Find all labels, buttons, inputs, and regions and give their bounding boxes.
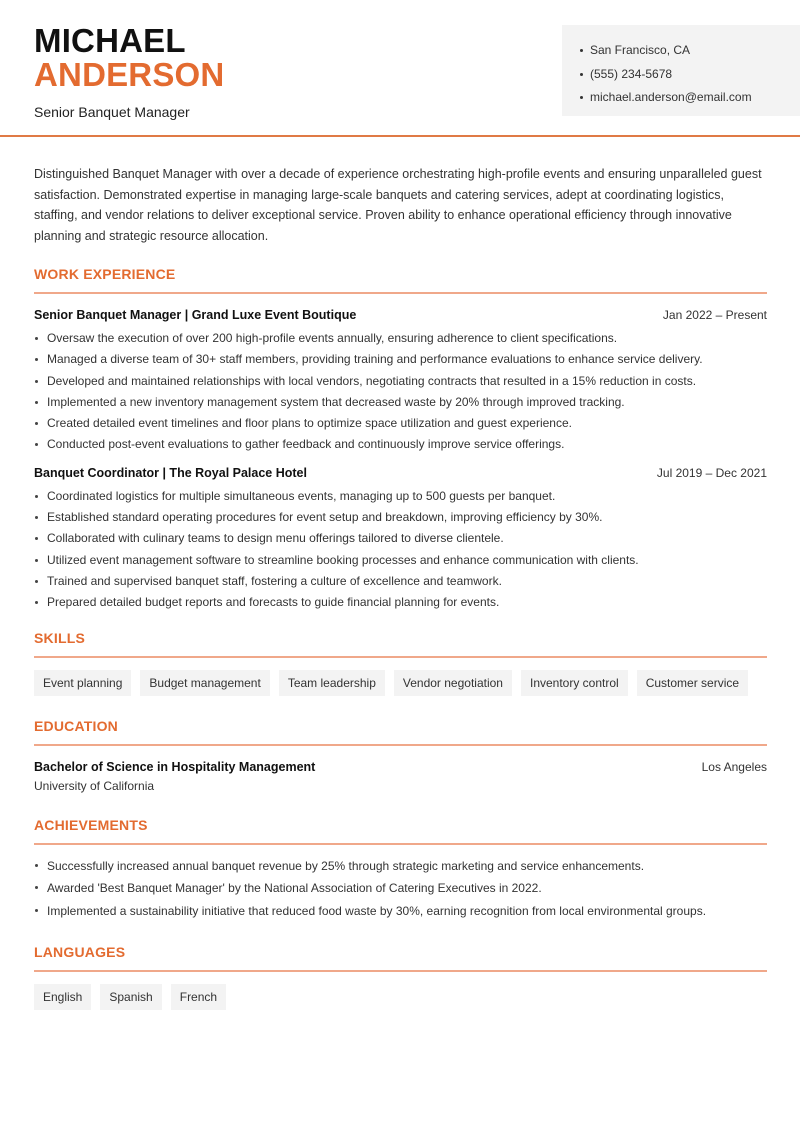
job-entry [34, 466, 767, 614]
contact-box [562, 25, 800, 116]
education-entry [34, 760, 767, 793]
edu-degree: Bachelor of Science in Hospitality Management [34, 759, 316, 774]
edu-school: University of California [34, 778, 155, 793]
bullet-item: Oversaw the execution of over 200 high-profile events annually, ensuring adherence to client specifications. [34, 328, 767, 349]
bullet-item: Coordinated logistics for multiple simultaneous events, managing up to 500 guests per banquet. [34, 486, 767, 507]
bullet-item: Awarded 'Best Banquet Manager' by the National Association of Catering Executives in 2022. [34, 877, 767, 900]
section-title-achievements: ACHIEVEMENTS [34, 817, 767, 845]
section-title-languages: LANGUAGES [34, 944, 767, 972]
job-bullets [34, 486, 767, 614]
achievements-list [34, 855, 767, 923]
section-title-education: EDUCATION [34, 718, 767, 746]
skill-chip: Vendor negotiation [394, 670, 512, 696]
job-entry [34, 308, 767, 456]
skill-chip: Budget management [140, 670, 269, 696]
skill-chip: Customer service [637, 670, 748, 696]
bullet-item: Utilized event management software to streamline booking processes and enhance communication with clients. [34, 550, 767, 571]
bullet-item: Established standard operating procedures for event setup and breakdown, improving efficiency by 30%. [34, 507, 767, 528]
contact-phone: (555) 234-5678 [580, 63, 800, 87]
skill-chip: Team leadership [279, 670, 385, 696]
last-name: ANDERSON [34, 56, 225, 93]
bullet-item: Developed and maintained relationships with local vendors, negotiating contracts that resulted in a 15% reduction in costs. [34, 371, 767, 392]
section-title-skills: SKILLS [34, 630, 767, 658]
bullet-item: Created detailed event timelines and floor plans to optimize space utilization and guest experience. [34, 413, 767, 434]
first-name: MICHAEL [34, 22, 186, 59]
name-block [34, 24, 224, 120]
job-date: Jan 2022 – Present [662, 308, 767, 322]
edu-location: Los Angeles [701, 759, 767, 774]
bullet-item: Successfully increased annual banquet revenue by 25% through strategic marketing and service enhancements. [34, 855, 767, 878]
language-chip: Spanish [100, 984, 161, 1010]
skills-list [34, 670, 767, 696]
bullet-item: Managed a diverse team of 30+ staff members, providing training and performance evaluations to enhance service delivery. [34, 349, 767, 370]
bullet-item: Conducted post-event evaluations to gather feedback and continuously improve service offerings. [34, 434, 767, 455]
skill-chip: Event planning [34, 670, 131, 696]
job-bullets [34, 328, 767, 456]
contact-email[interactable]: michael.anderson@email.com [580, 86, 800, 110]
job-role: Senior Banquet Manager | Grand Luxe Event Boutique [34, 308, 357, 322]
contact-location: San Francisco, CA [580, 39, 800, 63]
bullet-item: Trained and supervised banquet staff, fostering a culture of excellence and teamwork. [34, 571, 767, 592]
skill-chip: Inventory control [521, 670, 628, 696]
job-date: Jul 2019 – Dec 2021 [656, 465, 767, 480]
job-title: Senior Banquet Manager [34, 104, 190, 120]
bullet-item: Prepared detailed budget reports and forecasts to guide financial planning for events. [34, 592, 767, 613]
language-chip: English [34, 984, 91, 1010]
section-title-work: WORK EXPERIENCE [34, 266, 767, 294]
resume-header [0, 0, 800, 137]
languages-list [34, 984, 767, 1010]
bullet-item: Implemented a new inventory management system that decreased waste by 20% through improved tracking. [34, 392, 767, 413]
contact-list [580, 39, 800, 110]
resume-body [34, 164, 767, 1010]
summary: Distinguished Banquet Manager with over a decade of experience orchestrating high-profile events and ensuring unparalleled guest satisfaction. Demonstrated expertise in managing large-scale banquets and catering services, adept at coordinating logistics, staffing, and vendor relations to deliver exceptional service. Proven ability to enhance operational efficiency through innovative planning and strategic resource allocation. [34, 167, 762, 243]
language-chip: French [171, 984, 226, 1010]
job-role: Banquet Coordinator | The Royal Palace Hotel [34, 465, 307, 480]
bullet-item: Collaborated with culinary teams to design menu offerings tailored to diverse clientele. [34, 528, 767, 549]
bullet-item: Implemented a sustainability initiative that reduced food waste by 30%, earning recognition from local environmental groups. [34, 900, 767, 923]
